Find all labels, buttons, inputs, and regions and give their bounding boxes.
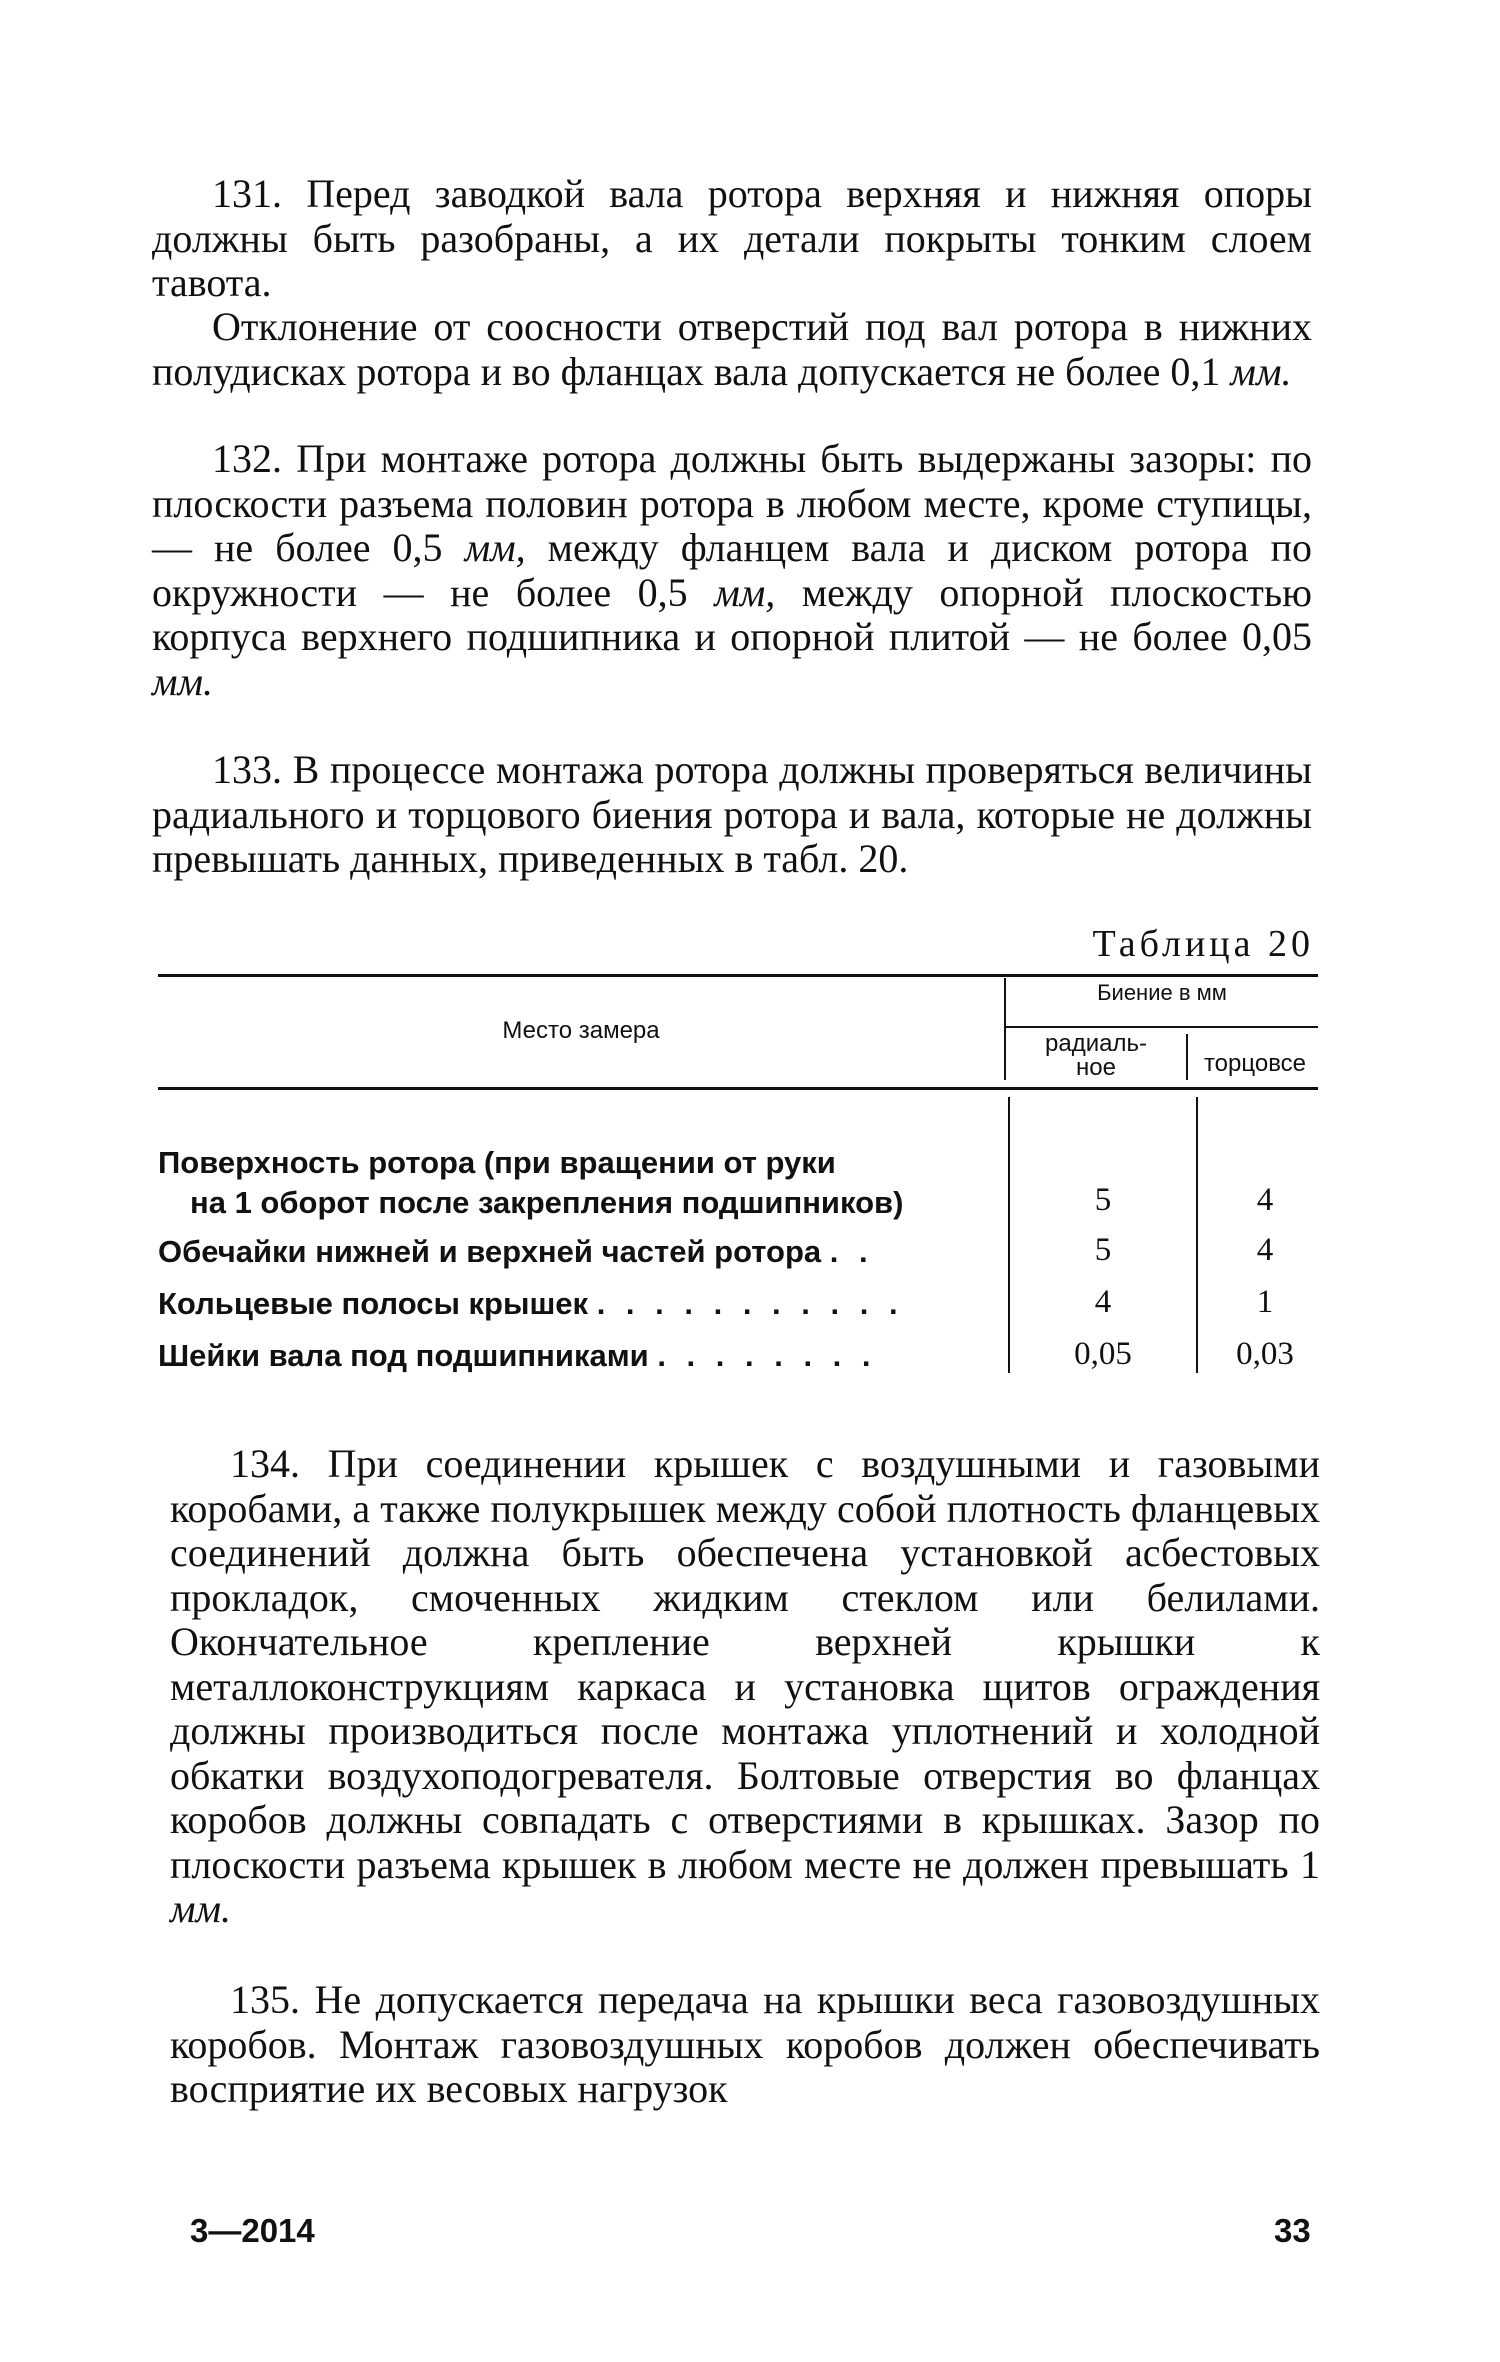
table-row-label-line1: Поверхность ротора (при вращении от руки: [158, 1145, 836, 1180]
paragraph-132-text-3: между опорной плоскостью корпуса верхнего подшипника и опорной плитой — не более 0,05: [152, 569, 1313, 659]
paragraph-132: [152, 437, 1312, 704]
paragraph-135-text: 135. Не допускается передача на крышки веса газовоздушных коробов. Монтаж газовоздушных коробов должен обеспечивать восприятие их весовых нагрузок: [170, 1977, 1320, 2111]
paragraph-132-text-1: 132. При монтаже ротора должны быть выдержаны зазоры: по плоскости разъема половин ротора в любом месте, кроме ступицы, — не более 0,5: [152, 436, 1312, 570]
table-cell-axial: 0,03: [1236, 1336, 1294, 1372]
table-header-subrule: [1004, 1026, 1318, 1028]
table-cell-radial: 0,05: [1074, 1336, 1132, 1372]
paragraph-131-deviation-text: Отклонение от соосности отверстий под вал ротора в нижних полудисках ротора и во фланцах вала допускается не более 0,1: [152, 304, 1312, 394]
unit-mm: мм,: [464, 525, 526, 570]
paragraph-131-deviation: [152, 305, 1312, 394]
column-header-radial: [1006, 1032, 1186, 1080]
paragraph-131-text: 131. Перед заводкой вала ротора верхняя и нижняя опоры должны быть разобраны, а их детали покрыты тонким слоем тавота.: [152, 171, 1312, 305]
table-body-divider-1: [1008, 1097, 1010, 1373]
paragraph-134: [170, 1442, 1320, 1932]
column-header-axial: торцовсе: [1203, 1050, 1307, 1077]
table-row-label-text: Кольцевые полосы крышек: [158, 1286, 589, 1321]
table-row-label: [158, 1232, 998, 1272]
paragraph-134-text: 134. При соединении крышек с воздушными и газовыми коробами, а также полукрышек между собой плотность фланцевых соединений должна быть обеспечена установкой асбестовых прокладок, смоченных жидким стеклом или белилами. Окончательное крепление верхней крышки к металлоконструкциям каркаса и установка щитов ограждения должны производиться после монтажа уплотнений и холодной обкатки воздухоподогревателя. Болтовые отверстия во фланцах коробов должны совпадать с отверстиями в крышках. Зазор по плоскости разъема крышек в любом месте не должен превышать 1: [170, 1441, 1320, 1887]
paragraph-135: [170, 1978, 1320, 2112]
unit-mm: мм,: [714, 569, 776, 615]
paragraph-133-text: 133. В процессе монтажа ротора должны проверяться величины радиального и торцового биения ротора и вала, которые не должны превышать данных, приведенных в табл. 20.: [152, 747, 1312, 881]
table-caption: Таблица 20: [1092, 923, 1314, 965]
table-cell-radial: 5: [1094, 1182, 1112, 1218]
leader-dots: . . . . . . . .: [657, 1338, 877, 1373]
table-row-label: [158, 1336, 998, 1376]
leader-dots: . . . . . . . . . . .: [596, 1286, 904, 1321]
page-number: 33: [1274, 2212, 1311, 2249]
table-row-label-text: Обечайки нижней и верхней частей ротора: [158, 1234, 822, 1269]
table-cell-axial: 4: [1256, 1232, 1274, 1268]
table-cell-axial: 1: [1256, 1284, 1274, 1320]
paragraph-131: [152, 172, 1312, 306]
column-header-place: Место замера: [502, 1017, 660, 1044]
paragraph-132-text-2: между фланцем вала и диском ротора по окружности — не более 0,5: [152, 525, 1313, 615]
table-cell-axial: 4: [1256, 1182, 1274, 1218]
unit-mm: мм.: [170, 1886, 232, 1931]
footer-signature: 3—2014: [190, 2212, 315, 2249]
column-header-radial-line1: радиаль-: [1045, 1030, 1147, 1057]
table-cell-radial: 5: [1094, 1232, 1112, 1268]
table-row-label-line2: на 1 оборот после закрепления подшипников): [190, 1185, 904, 1220]
unit-mm: мм.: [1230, 348, 1292, 394]
column-header-radial-line2: ное: [1076, 1054, 1116, 1081]
paragraph-133: [152, 748, 1312, 882]
table-row-label: [158, 1143, 998, 1223]
table-body-divider-2: [1196, 1097, 1198, 1373]
leader-dots: . .: [829, 1234, 874, 1269]
unit-mm: мм.: [152, 658, 214, 704]
column-header-runout: Биение в мм: [1097, 980, 1227, 1005]
table-top-rule: [158, 974, 1318, 977]
table-header-rule: [158, 1087, 1318, 1090]
table-row-label-text: Шейки вала под подшипниками: [158, 1338, 649, 1373]
table-row-label: [158, 1284, 998, 1324]
table-cell-radial: 4: [1094, 1284, 1112, 1320]
